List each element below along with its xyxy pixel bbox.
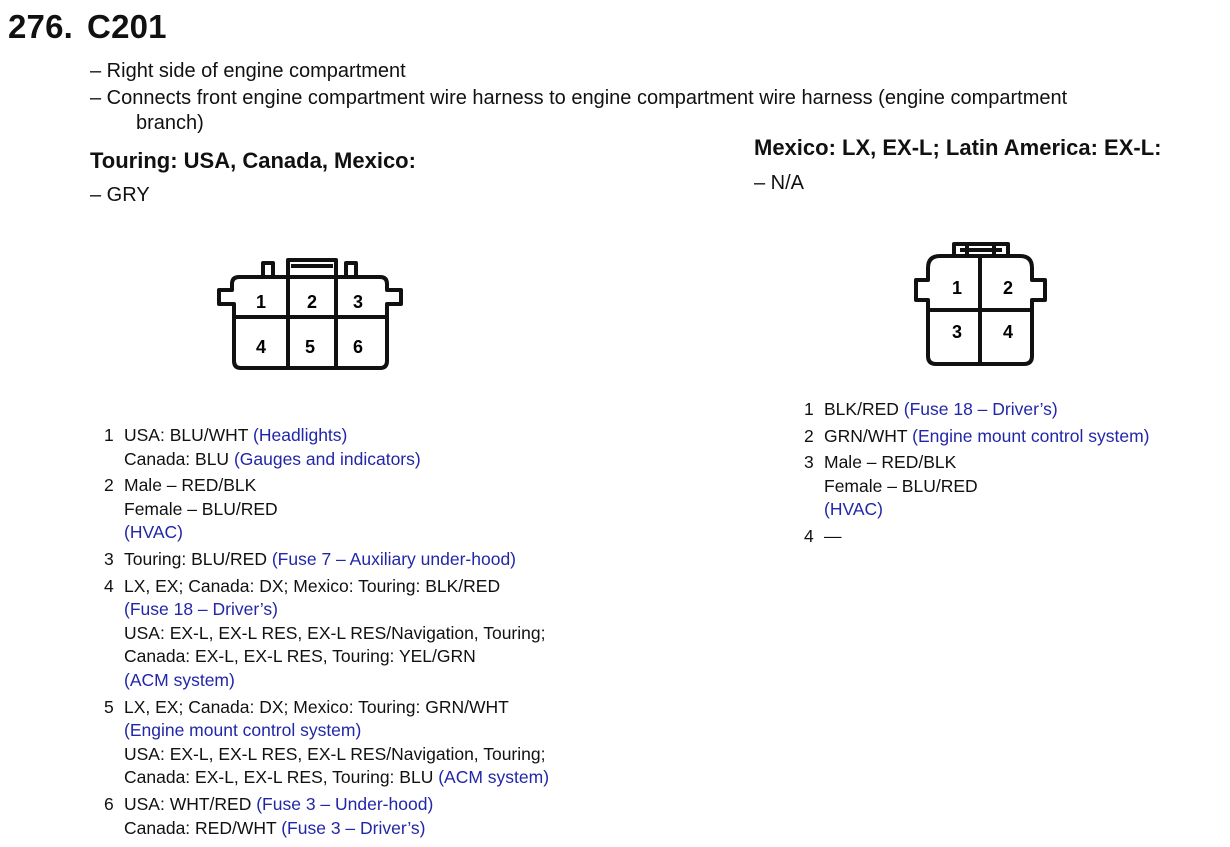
pin-description-line [124,622,549,646]
pin-entry [104,548,549,572]
circuit-reference: (Gauges and indicators) [233,448,421,469]
wire-info: Male – RED/BLK [824,452,957,473]
pin-description-line [124,548,549,572]
pin-entry [804,425,1149,449]
cavity-label: 4 [1002,322,1014,342]
connector-face-4-pin [912,238,1052,370]
cavity-label: 6 [352,337,364,357]
variant-heading-mexico: Mexico: LX, EX-L; Latin America: EX-L: [754,135,1162,160]
circuit-reference: (Engine mount control system) [912,425,1150,446]
wire-info: Female – BLU/RED [824,475,978,496]
pin-description-line [124,743,549,767]
wire-info: LX, EX; Canada: DX; Mexico: Touring: BLK/RED [124,575,501,596]
cavity-label: 3 [352,292,364,312]
circuit-reference: (Engine mount control system) [124,720,362,741]
pin-description-line [124,669,549,693]
pin-number: 4 [104,575,114,596]
variant-color-touring: – GRY [90,184,150,206]
pin-description-line [824,451,1149,475]
connection-line-continued: branch) [136,112,204,134]
pin-list-touring [104,424,549,843]
pin-entry [104,793,549,840]
pin-number: 2 [804,425,814,446]
pin-description-line [124,817,549,841]
wire-info: Canada: EX-L, EX-L RES, Touring: YEL/GRN [124,646,476,667]
wire-info: Canada: RED/WHT [124,817,282,838]
pin-number: 3 [804,452,814,473]
circuit-reference: (ACM system) [124,669,235,690]
pin-entry [104,575,549,693]
variant-heading-touring: Touring: USA, Canada, Mexico: [90,148,416,173]
location-line: – Right side of engine compartment [90,60,406,82]
pin-entry [104,696,549,790]
pin-number: 3 [104,548,114,569]
latch-tab-left [263,263,273,277]
pin-number: 4 [804,525,814,546]
pin-description-line [824,398,1149,422]
pin-description-line [124,448,549,472]
wire-info: USA: WHT/RED [124,793,257,814]
pin-entry [804,525,1149,549]
pin-entry [804,398,1149,422]
pin-description-line [124,793,549,817]
pin-entry [804,451,1149,522]
pin-number: 2 [104,475,114,496]
cavity-label: 3 [951,322,963,342]
circuit-reference: (Headlights) [253,425,348,445]
cavity-label: 2 [1002,278,1014,298]
wire-info: USA: BLU/WHT [124,425,254,445]
pin-number: 1 [104,425,114,445]
circuit-reference: (HVAC) [124,522,183,543]
pin-description-line [124,766,549,790]
pin-description-line [124,696,549,720]
pin-description-line [124,474,549,498]
connection-line: – Connects front engine compartment wire harness to engine compartment wire harness (engine compartment [90,87,1068,109]
pin-description-line [824,475,1149,499]
circuit-reference: (Fuse 7 – Auxiliary under-hood) [271,548,516,569]
wire-info: Touring: BLU/RED [124,548,272,569]
pin-description-line [124,424,549,448]
connector-id: C201 [87,8,167,45]
cavity-label: 4 [255,337,267,357]
pin-number: 6 [104,793,114,814]
pin-entry [104,424,549,471]
pin-description-line [124,719,549,743]
pin-list-mexico [804,398,1149,552]
cavity-label: 5 [304,337,316,357]
wire-info: USA: EX-L, EX-L RES, EX-L RES/Navigation, Touring; [124,743,546,764]
circuit-reference: (ACM system) [438,767,550,788]
pin-description-line [824,425,1149,449]
connector-face-6-pin [215,255,407,373]
wire-info: — [824,525,842,546]
wire-info: BLK/RED [824,399,904,419]
pin-entry [104,474,549,545]
pin-description-line [124,575,549,599]
pin-number: 5 [104,696,114,717]
circuit-reference: (HVAC) [824,499,883,520]
circuit-reference: (Fuse 3 – Under-hood) [256,793,434,814]
pin-description-line [124,521,549,545]
connector-number: 276. [8,8,74,45]
circuit-reference: (Fuse 18 – Driver’s) [124,599,278,620]
circuit-reference: (Fuse 3 – Driver’s) [281,817,426,838]
pin-description-line [824,525,1149,549]
cavity-label: 1 [255,292,267,312]
pin-number: 1 [804,399,814,419]
cavity-label: 1 [951,278,963,298]
circuit-reference: (Fuse 18 – Driver’s) [903,399,1058,419]
wire-info: Canada: EX-L, EX-L RES, Touring: BLU [124,767,439,788]
cavity-label: 2 [306,292,318,312]
variant-color-mexico: – N/A [754,172,805,194]
pin-description-line [124,498,549,522]
wire-info: Canada: BLU [124,448,234,469]
pin-description-line [824,498,1149,522]
wire-info: GRN/WHT [824,425,913,446]
pin-description-line [124,645,549,669]
pin-description-line [124,598,549,622]
lock-bar [288,260,336,277]
latch-tab-right [346,263,356,277]
page-title [8,8,167,46]
wire-info: Male – RED/BLK [124,475,257,496]
wire-info: USA: EX-L, EX-L RES, EX-L RES/Navigation, Touring; [124,622,546,643]
wire-info: LX, EX; Canada: DX; Mexico: Touring: GRN/WHT [124,696,509,717]
wire-info: Female – BLU/RED [124,498,278,519]
